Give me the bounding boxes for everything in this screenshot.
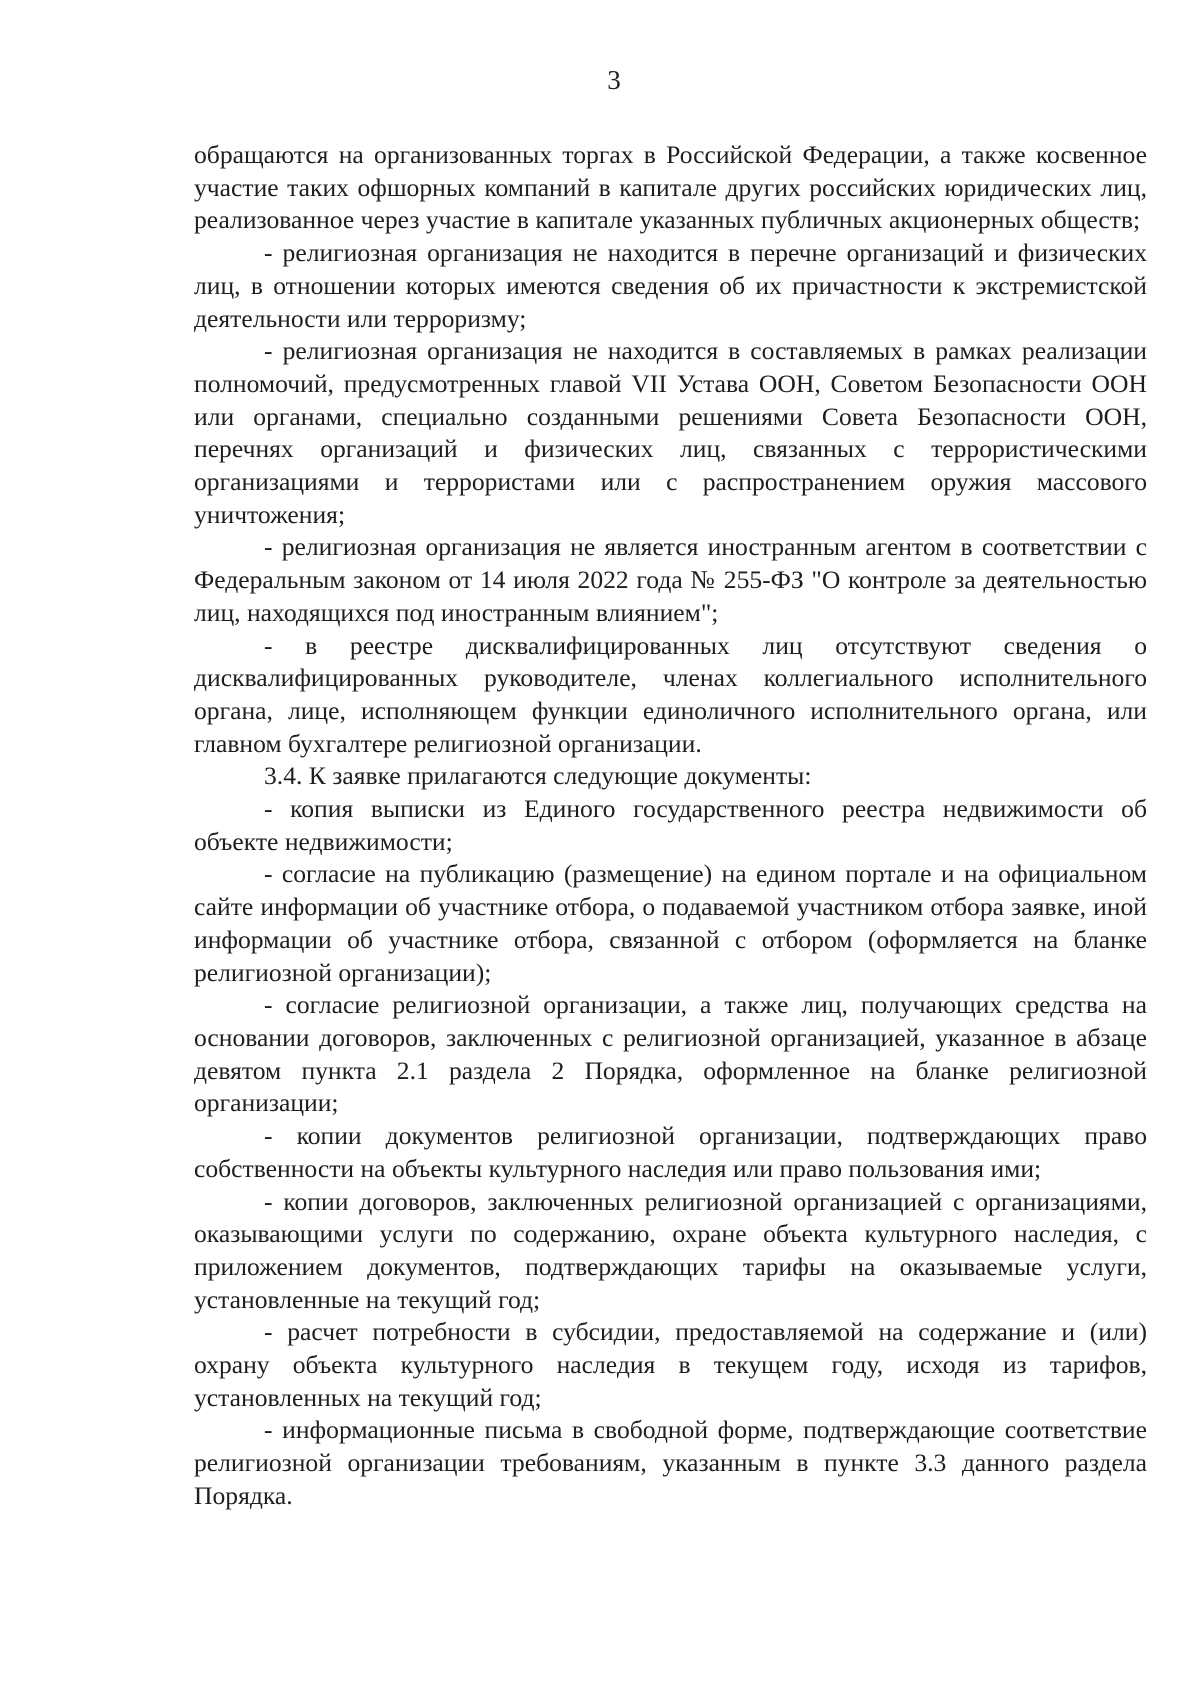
document-body — [194, 139, 1147, 1513]
paragraph-foreign-agent: - религиозная организация не является иностранным агентом в соответствии с Федеральным законом от 14 июля 2022 года № 255-ФЗ "О контроле за деятельностью лиц, находящихся под иностранным влиянием"; — [194, 532, 1147, 627]
paragraph-disqualified-persons: - в реестре дисквалифицированных лиц отсутствуют сведения о дисквалифицированных руководителе, членах коллегиального исполнительного органа, лице, исполняющем функции единоличного исполнительного органа, или главном бухгалтере религиозной организации. — [194, 630, 1147, 758]
paragraph-publication-consent: - согласие на публикацию (размещение) на едином портале и на официальном сайте информации об участнике отбора, о подаваемой участником отбора заявке, иной информации об участнике отбора, связанной с отбором (оформляется на бланке религиозной организации); — [194, 859, 1147, 987]
paragraph-extremism-list: - религиозная организация не находится в перечне организаций и физических лиц, в отношении которых имеются сведения об их причастности к экстремистской деятельности или терроризму; — [194, 238, 1147, 333]
page-number: 3 — [607, 65, 621, 95]
paragraph-service-contracts: - копии договоров, заключенных религиозной организацией с организациями, оказывающими услуги по содержанию, охране объекта культурного наследия, с приложением документов, подтверждающих тарифы на оказываемые услуги, установленные на текущий год; — [194, 1186, 1147, 1314]
paragraph-ownership-documents: - копии документов религиозной организации, подтверждающих право собственности на объекты культурного наследия или право пользования ими; — [194, 1121, 1147, 1183]
paragraph-continuation: обращаются на организованных торгах в Российской Федерации, а также косвенное участие таких офшорных компаний в капитале других российских юридических лиц, реализованное через участие в капитале указанных публичных акционерных обществ; — [194, 140, 1147, 235]
paragraph-information-letters: - информационные письма в свободной форме, подтверждающие соответствие религиозной организации требованиям, указанным в пункте 3.3 данного раздела Порядка. — [194, 1415, 1147, 1510]
paragraph-egrn-extract: - копия выписки из Единого государственного реестра недвижимости об объекте недвижимости; — [194, 794, 1147, 856]
paragraph-subsidy-calculation: - расчет потребности в субсидии, предоставляемой на содержание и (или) охрану объекта культурного наследия в текущем году, исходя из тарифов, установленных на текущий год; — [194, 1317, 1147, 1412]
paragraph-section-3-4: 3.4. К заявке прилагаются следующие документы: — [264, 761, 812, 791]
paragraph-organization-consent: - согласие религиозной организации, а также лиц, получающих средства на основании договоров, заключенных с религиозной организацией, указанное в абзаце девятом пункта 2.1 раздела 2 Порядка, оформленное на бланке религиозной организации; — [194, 990, 1147, 1118]
paragraph-un-lists: - религиозная организация не находится в составляемых в рамках реализации полномочий, предусмотренных главой VII Устава ООН, Советом Безопасности ООН или органами, специально созданными решениями Совета Безопасности ООН, перечнях организаций и физических лиц, связанных с террористическими организациями и террористами или с распространением оружия массового уничтожения; — [194, 336, 1147, 529]
